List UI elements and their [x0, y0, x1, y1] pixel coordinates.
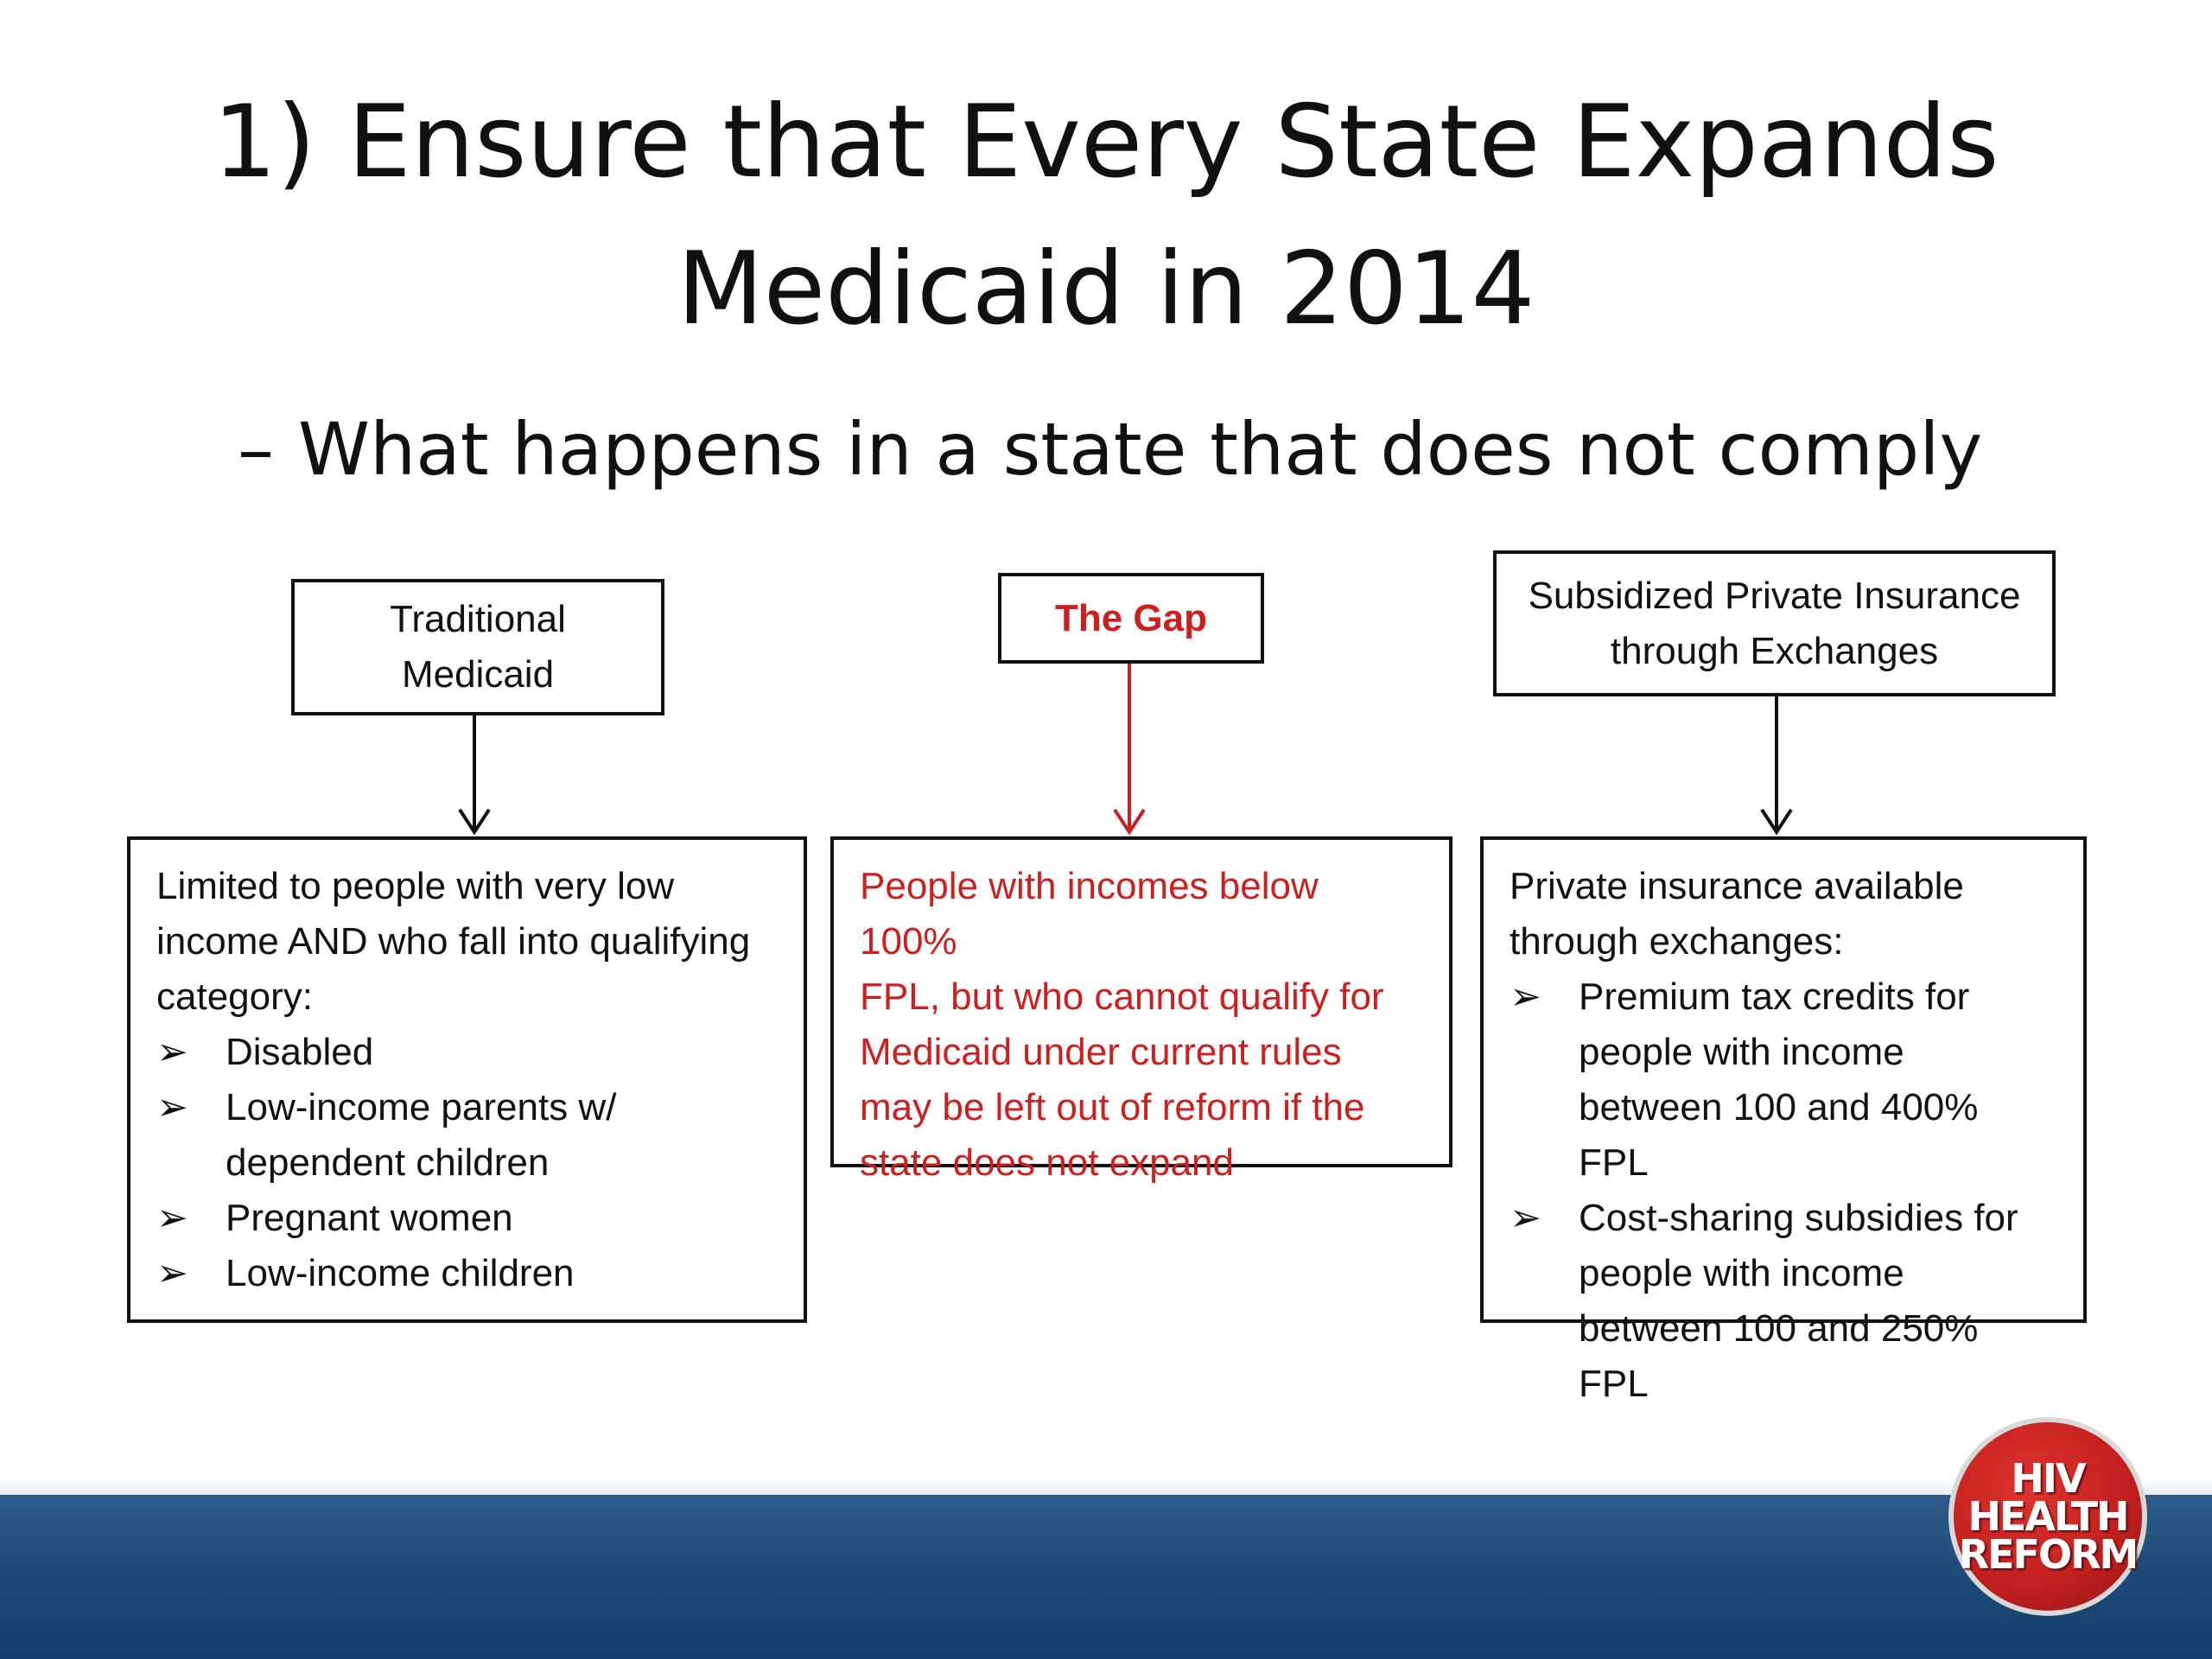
bullet-text-continued: people with income [1579, 1031, 1904, 1073]
body-box-traditional-medicaid [127, 836, 807, 1323]
traditional-intro-line-3: category: [156, 976, 313, 1018]
list-item [1510, 1191, 2057, 1412]
logo-line-2: HEALTH [1967, 1493, 2128, 1540]
header-subsidized-line-1: Subsidized Private Insurance [1528, 574, 2021, 617]
traditional-bullet-list [156, 1025, 778, 1301]
logo-line-3: REFORM [1958, 1531, 2138, 1578]
gap-line-3: Medicaid under current rules [860, 1031, 1342, 1073]
header-box-traditional-medicaid [291, 579, 664, 715]
gap-line-5: state does not expand [860, 1141, 1234, 1184]
body-box-subsidized-insurance [1480, 836, 2087, 1405]
subtitle-dash: – [238, 407, 274, 492]
arrow-bullet-icon: ➢ [156, 1252, 188, 1294]
bullet-text: Low-income children [226, 1252, 575, 1294]
bullet-text: Cost-sharing subsidies for [1579, 1197, 2018, 1239]
bullet-text: Premium tax credits for [1579, 976, 1970, 1018]
bullet-text-continued: people with income [1579, 1252, 1904, 1294]
list-item [156, 1191, 778, 1246]
subsidized-bullet-list [1510, 969, 2057, 1412]
header-box-subsidized-insurance [1493, 550, 2056, 696]
hiv-health-reform-logo [1948, 1417, 2147, 1616]
gap-line-1: People with incomes below 100% [860, 865, 1319, 963]
title-line-2: Medicaid in 2014 [677, 231, 1535, 347]
arrow-bullet-icon: ➢ [156, 1197, 188, 1239]
logo-line-1: HIV [2011, 1455, 2085, 1502]
subsidized-intro-line-2: through exchanges: [1510, 920, 1844, 963]
bullet-text-continued: between 100 and 250% FPL [1579, 1307, 1979, 1405]
subtitle-text: What happens in a state that does not comply [298, 407, 1983, 492]
list-item [156, 1246, 778, 1301]
arrow-left [460, 714, 489, 832]
list-item [156, 1025, 778, 1080]
body-box-the-gap [830, 836, 1452, 1184]
bullet-text-continued: dependent children [226, 1141, 550, 1184]
arrow-bullet-icon: ➢ [1510, 976, 1541, 1018]
arrow-right [1762, 695, 1791, 832]
gap-line-2: FPL, but who cannot qualify for [860, 976, 1384, 1018]
arrow-middle [1115, 662, 1144, 832]
traditional-intro-line-1: Limited to people with very low [156, 865, 675, 907]
header-traditional-line-1: Traditional [390, 598, 566, 640]
bullet-text: Pregnant women [226, 1197, 513, 1239]
list-item [156, 1080, 778, 1191]
traditional-intro-line-2: income AND who fall into qualifying [156, 920, 751, 963]
bullet-text: Disabled [226, 1031, 374, 1073]
header-subsidized-line-2: through Exchanges [1610, 629, 1939, 672]
list-item [1510, 969, 2057, 1191]
header-the-gap: The Gap [1054, 596, 1208, 639]
arrow-bullet-icon: ➢ [156, 1086, 188, 1128]
gap-line-4: may be left out of reform if the [860, 1086, 1365, 1128]
footer-band [0, 1495, 2212, 1659]
subsidized-intro-line-1: Private insurance available [1510, 865, 1964, 907]
arrow-bullet-icon: ➢ [1510, 1197, 1541, 1239]
title-line-1: 1) Ensure that Every State Expands [213, 84, 1999, 200]
bullet-text-continued: between 100 and 400% FPL [1579, 1086, 1979, 1184]
header-box-the-gap [998, 573, 1264, 664]
arrow-bullet-icon: ➢ [156, 1031, 188, 1073]
header-traditional-line-2: Medicaid [401, 653, 555, 696]
bullet-text: Low-income parents w/ [226, 1086, 617, 1128]
